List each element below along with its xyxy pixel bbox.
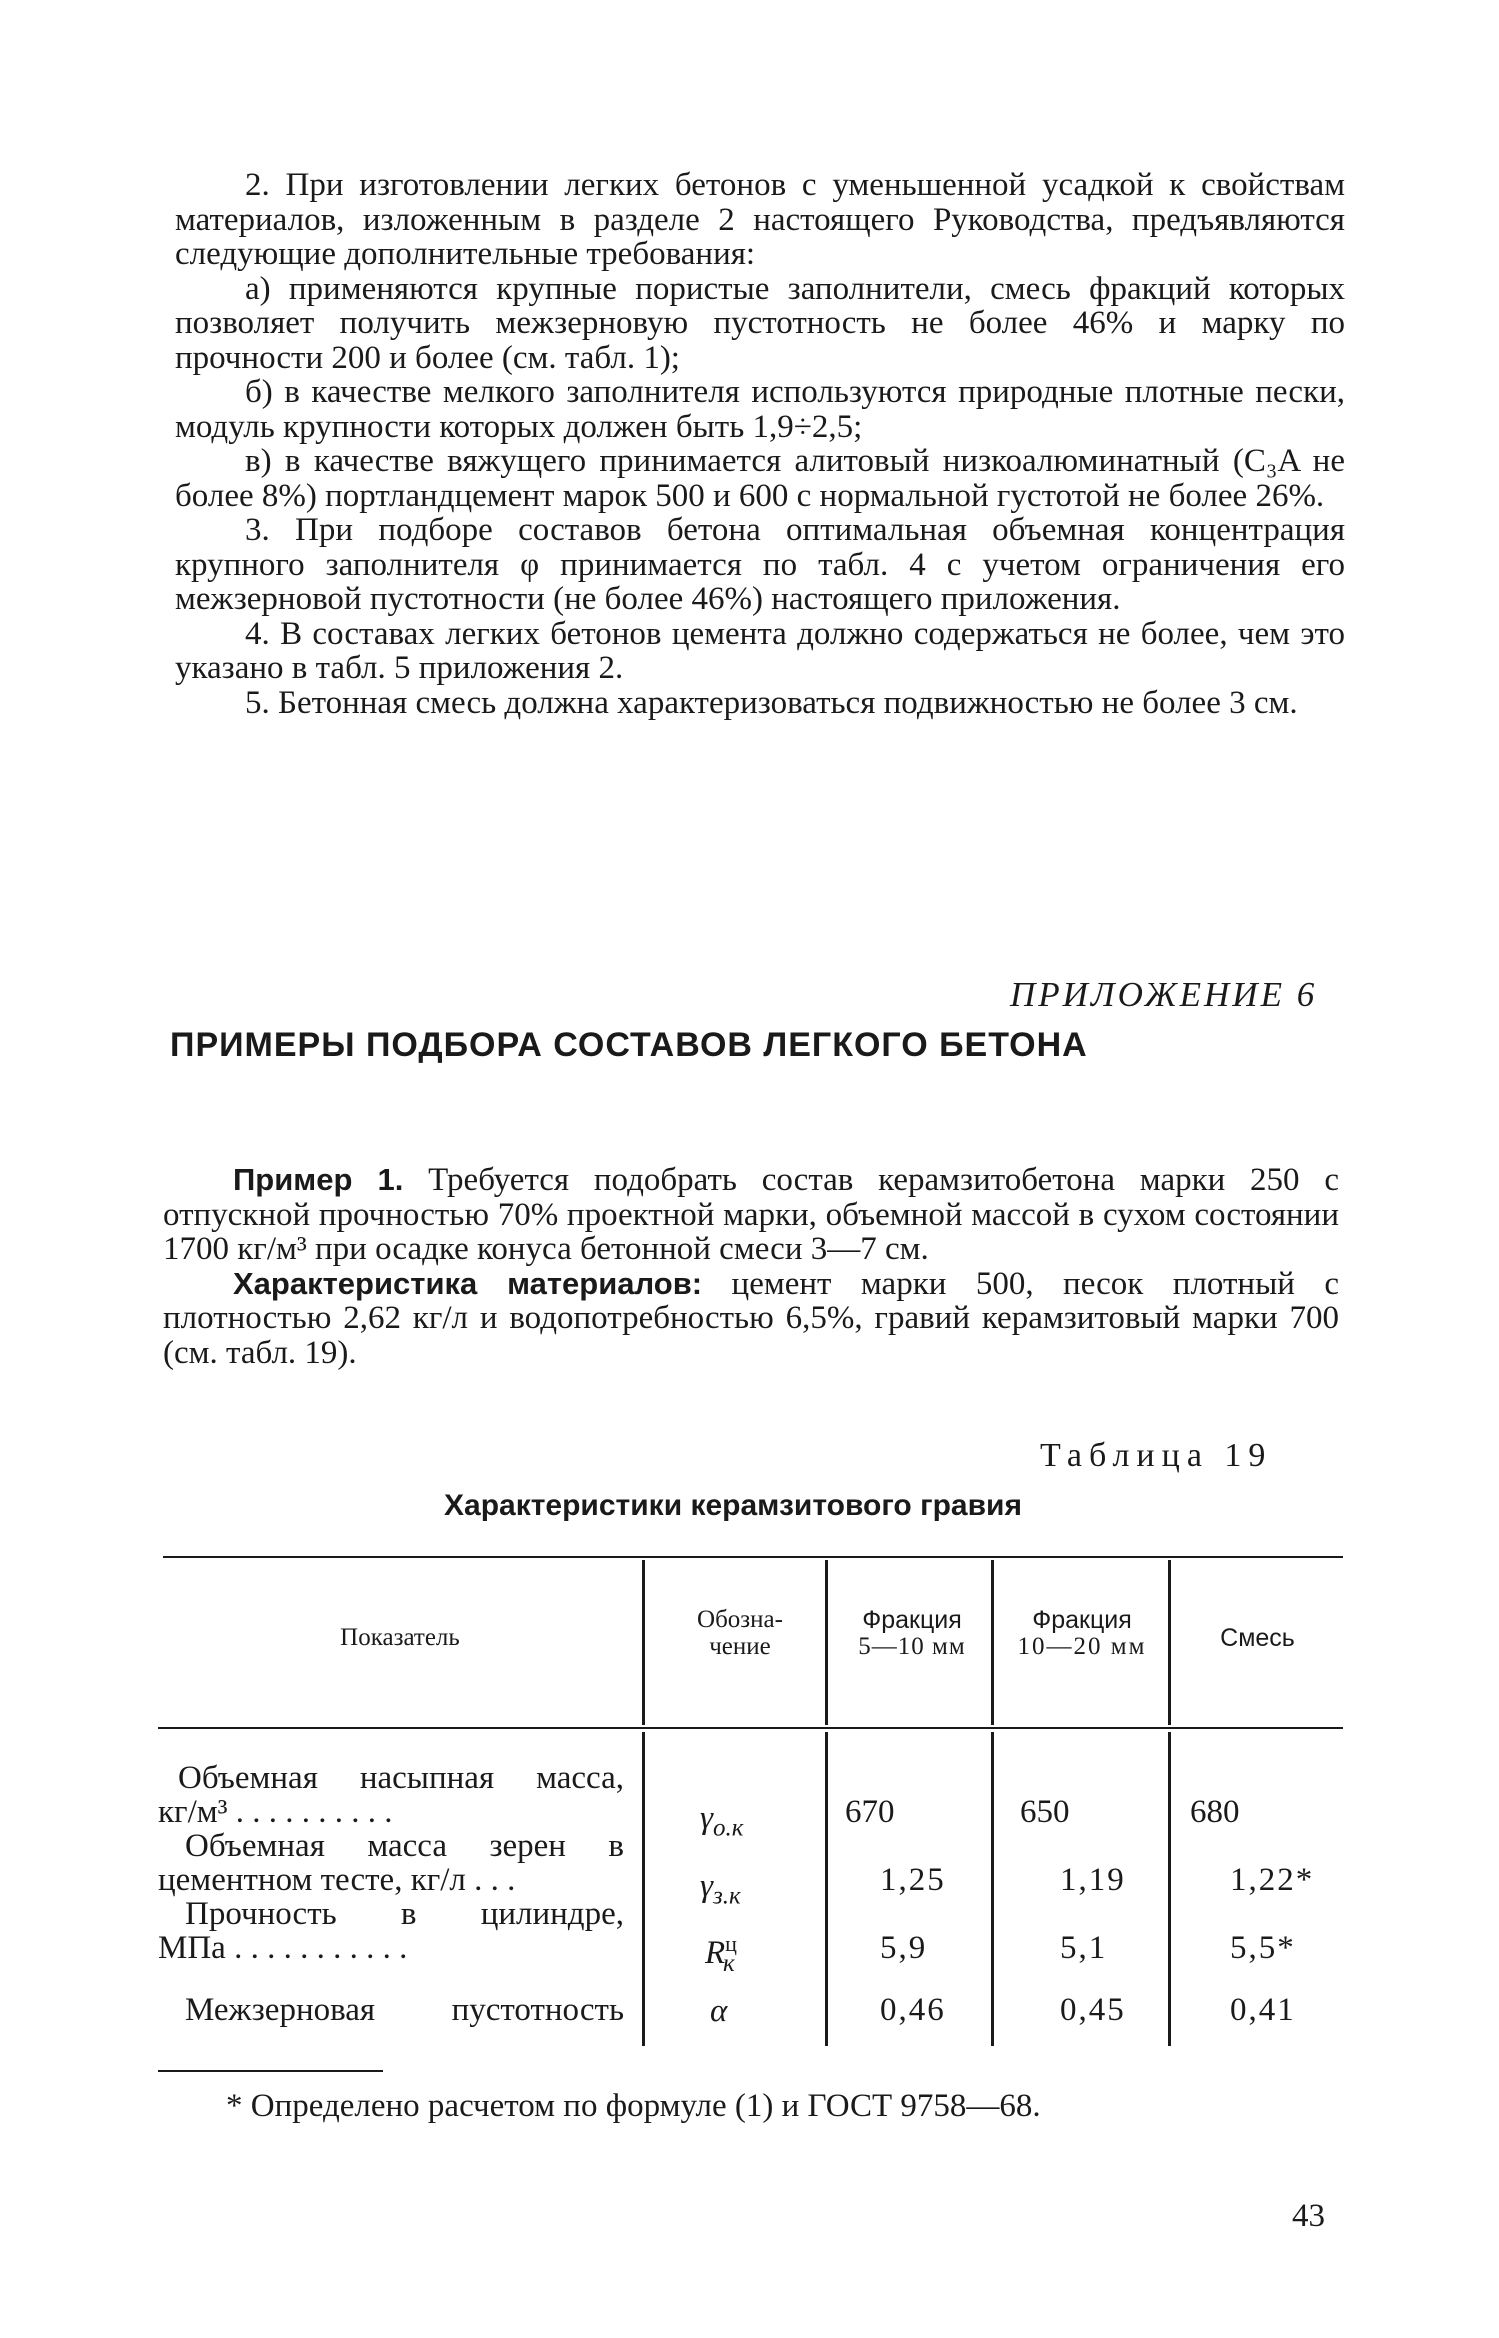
paragraph-2a: а) применяются крупные пористые заполнители, смесь фракций которых позволяет получить межзерновую пустотность не более 46% и марку по прочности 200 и более (см. табл. 1);: [175, 270, 1345, 376]
example-block: [163, 1163, 1339, 1370]
row1-label-line1: Объемная насыпная масса,: [178, 1760, 624, 1796]
col-divider-4-body: [1168, 1732, 1171, 2046]
row2-symbol-sub: з.к: [713, 1882, 741, 1910]
col-divider-2-body: [825, 1732, 828, 2046]
row4-label: Межзерновая пустотность: [185, 1992, 624, 2028]
page-number: 43: [1292, 2198, 1325, 2234]
example-1-paragraph: [163, 1163, 1339, 1267]
row1-mix: 680: [1190, 1794, 1240, 1830]
row2-symbol: [700, 1868, 741, 1911]
row3-symbol-sub: к: [722, 1949, 735, 1977]
header-mix: Смесь: [1220, 1624, 1295, 1652]
table-title: Характеристики керамзитового гравия: [444, 1489, 1022, 1522]
header-designation-line2: чение: [709, 1633, 771, 1660]
row2-fraction1: 1,25: [880, 1862, 946, 1898]
paragraph-5: 5. Бетонная смесь должна характеризоваться подвижностью не более 3 см.: [245, 684, 1298, 721]
footnote: * Определено расчетом по формуле (1) и ГОСТ 9758—68.: [226, 2088, 1041, 2124]
row3-fraction1: 5,9: [880, 1930, 928, 1966]
row3-mix: 5,5*: [1230, 1930, 1296, 1966]
paragraph-3: 3. При подборе составов бетона оптимальная объемная концентрация крупного заполнителя φ принимается по табл. 4 с учетом ограничения его межзерновой пустотности (не более 46%) настоящего приложения.: [175, 512, 1345, 617]
header-fraction1-line1: Фракция: [862, 1606, 962, 1634]
row4-symbol: α: [710, 1993, 728, 2029]
paragraph-4: 4. В составах легких бетонов цемента должно содержаться не более, чем это указано в табл. 5 приложения 2.: [175, 615, 1345, 686]
paragraph-2v: в) в качестве вяжущего принимается алитовый низкоалюминатный (C₃A не более 8%) портландцемент марок 500 и 600 с нормальной густотой не более 26%.: [175, 443, 1345, 514]
row3-symbol-main: R: [705, 1935, 726, 1971]
row3-label-line2: МПа . . . . . . . . . . .: [158, 1930, 408, 1966]
row1-fraction2: 650: [1020, 1794, 1070, 1830]
row3-fraction2: 5,1: [1060, 1930, 1108, 1966]
header-fraction2-line2: 10—20 мм: [1017, 1633, 1147, 1660]
row1-label-line2: кг/м³ . . . . . . . . . .: [158, 1794, 393, 1830]
row4-fraction2: 0,45: [1060, 1992, 1126, 2028]
appendix-label: ПРИЛОЖЕНИЕ 6: [1010, 975, 1318, 1014]
materials-lead: Характеристика материалов:: [233, 1265, 703, 1301]
row3-symbol-sup: ц: [725, 1931, 737, 1956]
col-divider-2-head: [825, 1560, 828, 1725]
paragraph-2: 2. При изготовлении легких бетонов с уменьшенной усадкой к свойствам материалов, изложенным в разделе 2 настоящего Руководства, предъявляются следующие дополнительные требования:: [175, 167, 1345, 272]
row4-mix: 0,41: [1230, 1992, 1296, 2028]
materials-text: цемент марки 500, песок плотный с плотностью 2,62 кг/л и водопотребностью 6,5%, гравий керамзитовый марки 700 (см. табл. 19).: [163, 1265, 1339, 1371]
main-heading: ПРИМЕРЫ ПОДБОРА СОСТАВОВ ЛЕГКОГО БЕТОНА: [170, 1026, 1088, 1064]
row2-label-line2: цементном тесте, кг/л . . .: [158, 1862, 516, 1898]
row1-symbol: [700, 1800, 743, 1843]
row4-fraction1: 0,46: [880, 1992, 946, 2028]
header-indicator: Показатель: [340, 1624, 460, 1651]
footnote-rule: [158, 2070, 383, 2072]
table-label: Таблица 19: [1040, 1437, 1273, 1474]
col-divider-1-head: [642, 1560, 645, 1725]
header-designation-line1: Обозна-: [697, 1606, 783, 1633]
top-text-block: [175, 168, 1345, 720]
materials-paragraph: [163, 1267, 1339, 1371]
row2-label-line1: Объемная масса зерен в: [185, 1828, 624, 1864]
paragraph-2b: б) в качестве мелкого заполнителя используются природные плотные пески, модуль крупности которых должен быть 1,9÷2,5;: [175, 374, 1345, 445]
row1-symbol-sub: о.к: [713, 1814, 744, 1842]
row3-label-line1: Прочность в цилиндре,: [185, 1896, 624, 1932]
col-divider-1-body: [642, 1732, 645, 2046]
row2-symbol-main: γ: [700, 1868, 714, 1904]
row3-symbol: [705, 1931, 735, 1978]
header-fraction2-line1: Фракция: [1032, 1606, 1132, 1634]
col-divider-3-body: [991, 1732, 994, 2046]
table-top-rule: [163, 1556, 1343, 1558]
row1-symbol-main: γ: [700, 1800, 714, 1836]
table-header-rule: [158, 1727, 1343, 1729]
example-1-text: Требуется подобрать состав керамзитобетона марки 250 с отпускной прочностью 70% проектной марки, объемной массой в сухом состоянии 1700 кг/м³ при осадке конуса бетонной смеси 3—7 см.: [163, 1162, 1339, 1267]
row2-mix: 1,22*: [1230, 1862, 1315, 1898]
col-divider-4-head: [1168, 1560, 1171, 1725]
header-fraction1-line2: 5—10 мм: [858, 1633, 966, 1660]
row2-fraction2: 1,19: [1060, 1862, 1126, 1898]
row1-fraction1: 670: [845, 1794, 895, 1830]
example-1-lead: Пример 1.: [233, 1162, 404, 1197]
